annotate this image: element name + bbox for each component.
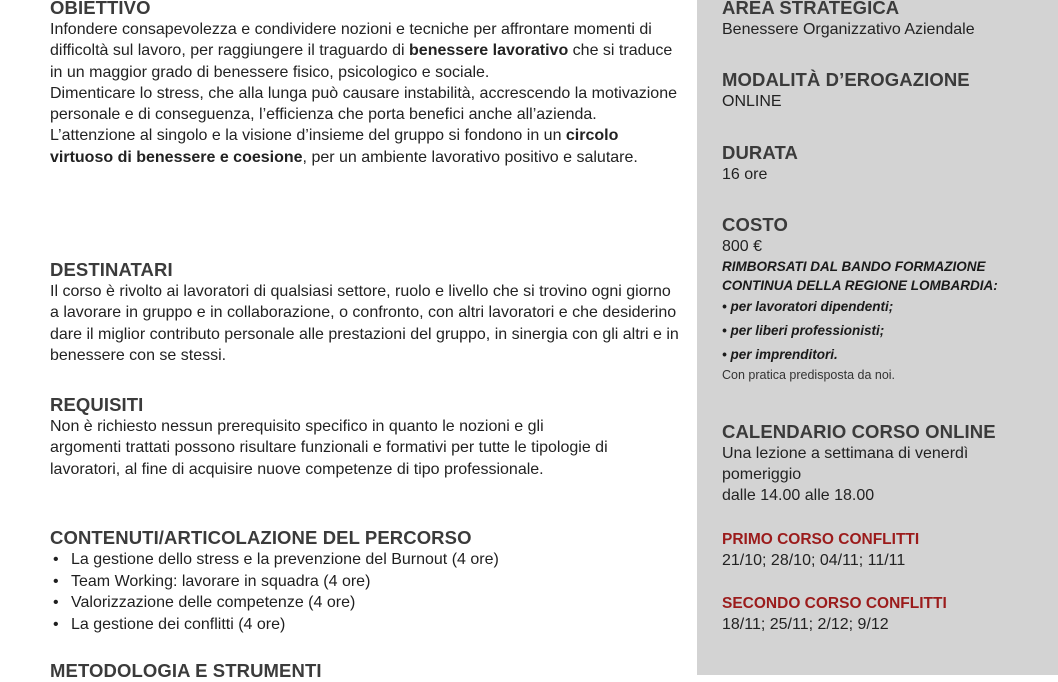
costo-value: 800 € [722,238,763,255]
primo-corso-title: PRIMO CORSO CONFLITTI [722,531,920,548]
secondo-corso-title: SECONDO CORSO CONFLITTI [722,595,947,612]
obiettivo-p3-bold: circolo virtuoso di benessere e coesione [50,127,619,166]
contenuti-list [50,549,499,635]
section-title-metodologia: METODOLOGIA E STRUMENTI [50,660,322,681]
list-item [50,549,499,571]
beneficiario-item: • per liberi professionisti; [722,323,885,338]
section-title-obiettivo: OBIETTIVO [50,0,151,18]
list-item-text: Valorizzazione delle competenze (4 ore) [71,594,356,611]
obiettivo-p3-text-c: , per un ambiente lavorativo positivo e salutare. [302,148,638,166]
sidebar-durata [722,142,798,185]
rimborso-line-1: RIMBORSATI DAL BANDO FORMAZIONE [722,259,986,274]
section-title-destinatari: DESTINATARI [50,259,173,280]
list-item-text: Team Working: lavorare in squadra (4 ore) [71,572,371,590]
section-metodologia [50,660,322,682]
calendario-line-1: Una lezione a settimana di venerdì [722,445,969,462]
sidebar-primo-corso [722,530,919,571]
costo-title: COSTO [722,214,788,235]
section-contenuti [50,527,499,635]
list-item [50,592,499,614]
section-title-requisiti: REQUISITI [50,394,144,415]
destinatari-text: Il corso è rivolto ai lavoratori di qualsiasi settore, ruolo e livello che si trovino ogni giorno a lavorare in gruppo e in collaborazione, o confronto, con altri lavoratori e che desiderino dare il miglior contributo personale alle prestazioni del gruppo, in sinergia con gli altri e in benessere con se stessi. [50,283,679,364]
calendario-line-2: pomeriggio [722,466,802,483]
sidebar-area-strategica [722,0,975,40]
area-value: Benessere Organizzativo Aziendale [722,21,975,38]
beneficiario-item: • per imprenditori. [722,347,838,362]
modalita-title: MODALITÀ D’EROGAZIONE [722,69,970,90]
list-item [50,614,499,636]
modalita-value: ONLINE [722,93,782,110]
sidebar-modalita [722,69,970,112]
bullet-icon: • [53,551,59,568]
list-item-text: La gestione dei conflitti (4 ore) [71,615,286,633]
primo-corso-dates: 21/10; 28/10; 04/11; 11/11 [722,552,906,569]
durata-title: DURATA [722,142,798,163]
costo-note: Con pratica predisposta da noi. [722,368,896,382]
sidebar-secondo-corso [722,594,947,635]
obiettivo-paragraph-1 [50,19,680,83]
list-item-text: La gestione dello stress e la prevenzione del Burnout (4 ore) [71,551,499,568]
sidebar-costo [722,214,998,383]
bullet-icon: • [53,615,59,633]
bullet-icon: • [53,572,59,590]
info-sidebar [697,0,1058,675]
rimborso-line-2: CONTINUA DELLA REGIONE LOMBARDIA: [722,278,998,293]
section-obiettivo [50,0,680,168]
obiettivo-paragraph-2: Dimenticare lo stress, che alla lunga può causare instabilità, accrescendo la motivazione personale e di conseguenza, l’efficienza che porta benefici anche all’azienda. [50,84,677,124]
obiettivo-p3-text-a: L’attenzione al singolo e la visione d’insieme del gruppo si fondono in un [50,127,566,145]
calendario-title: CALENDARIO CORSO ONLINE [722,421,996,442]
calendario-line-3: dalle 14.00 alle 18.00 [722,487,875,504]
section-title-contenuti: CONTENUTI/ARTICOLAZIONE DEL PERCORSO [50,527,472,548]
obiettivo-p1-text-a: Infondere consapevolezza e condividere nozioni e tecniche per affrontare momenti di difficoltà sul lavoro, per raggiungere il traguardo di [50,21,652,60]
section-requisiti [50,394,610,480]
section-destinatari [50,259,680,366]
obiettivo-p1-bold: benessere lavorativo [409,42,569,60]
secondo-corso-dates: 18/11; 25/11; 2/12; 9/12 [722,616,889,633]
durata-value: 16 ore [722,166,768,183]
beneficiario-item: • per lavoratori dipendenti; [722,299,894,314]
obiettivo-p1-text-c: che si traduce in un maggior grado di benessere fisico, psicologico e sociale. [50,42,673,81]
obiettivo-body [50,19,680,168]
obiettivo-paragraph-3 [50,125,680,168]
requisiti-text: Non è richiesto nessun prerequisito specifico in quanto le nozioni e gli argomenti trattati possono risultare funzionali e formativi per tutte le tipologie di lavoratori, al fine di acquisire nuove competenze di tipo professionale. [50,418,608,478]
sidebar-calendario [722,421,996,506]
bullet-icon: • [53,594,59,611]
list-item [50,571,499,593]
area-title: AREA STRATEGICA [722,0,900,18]
